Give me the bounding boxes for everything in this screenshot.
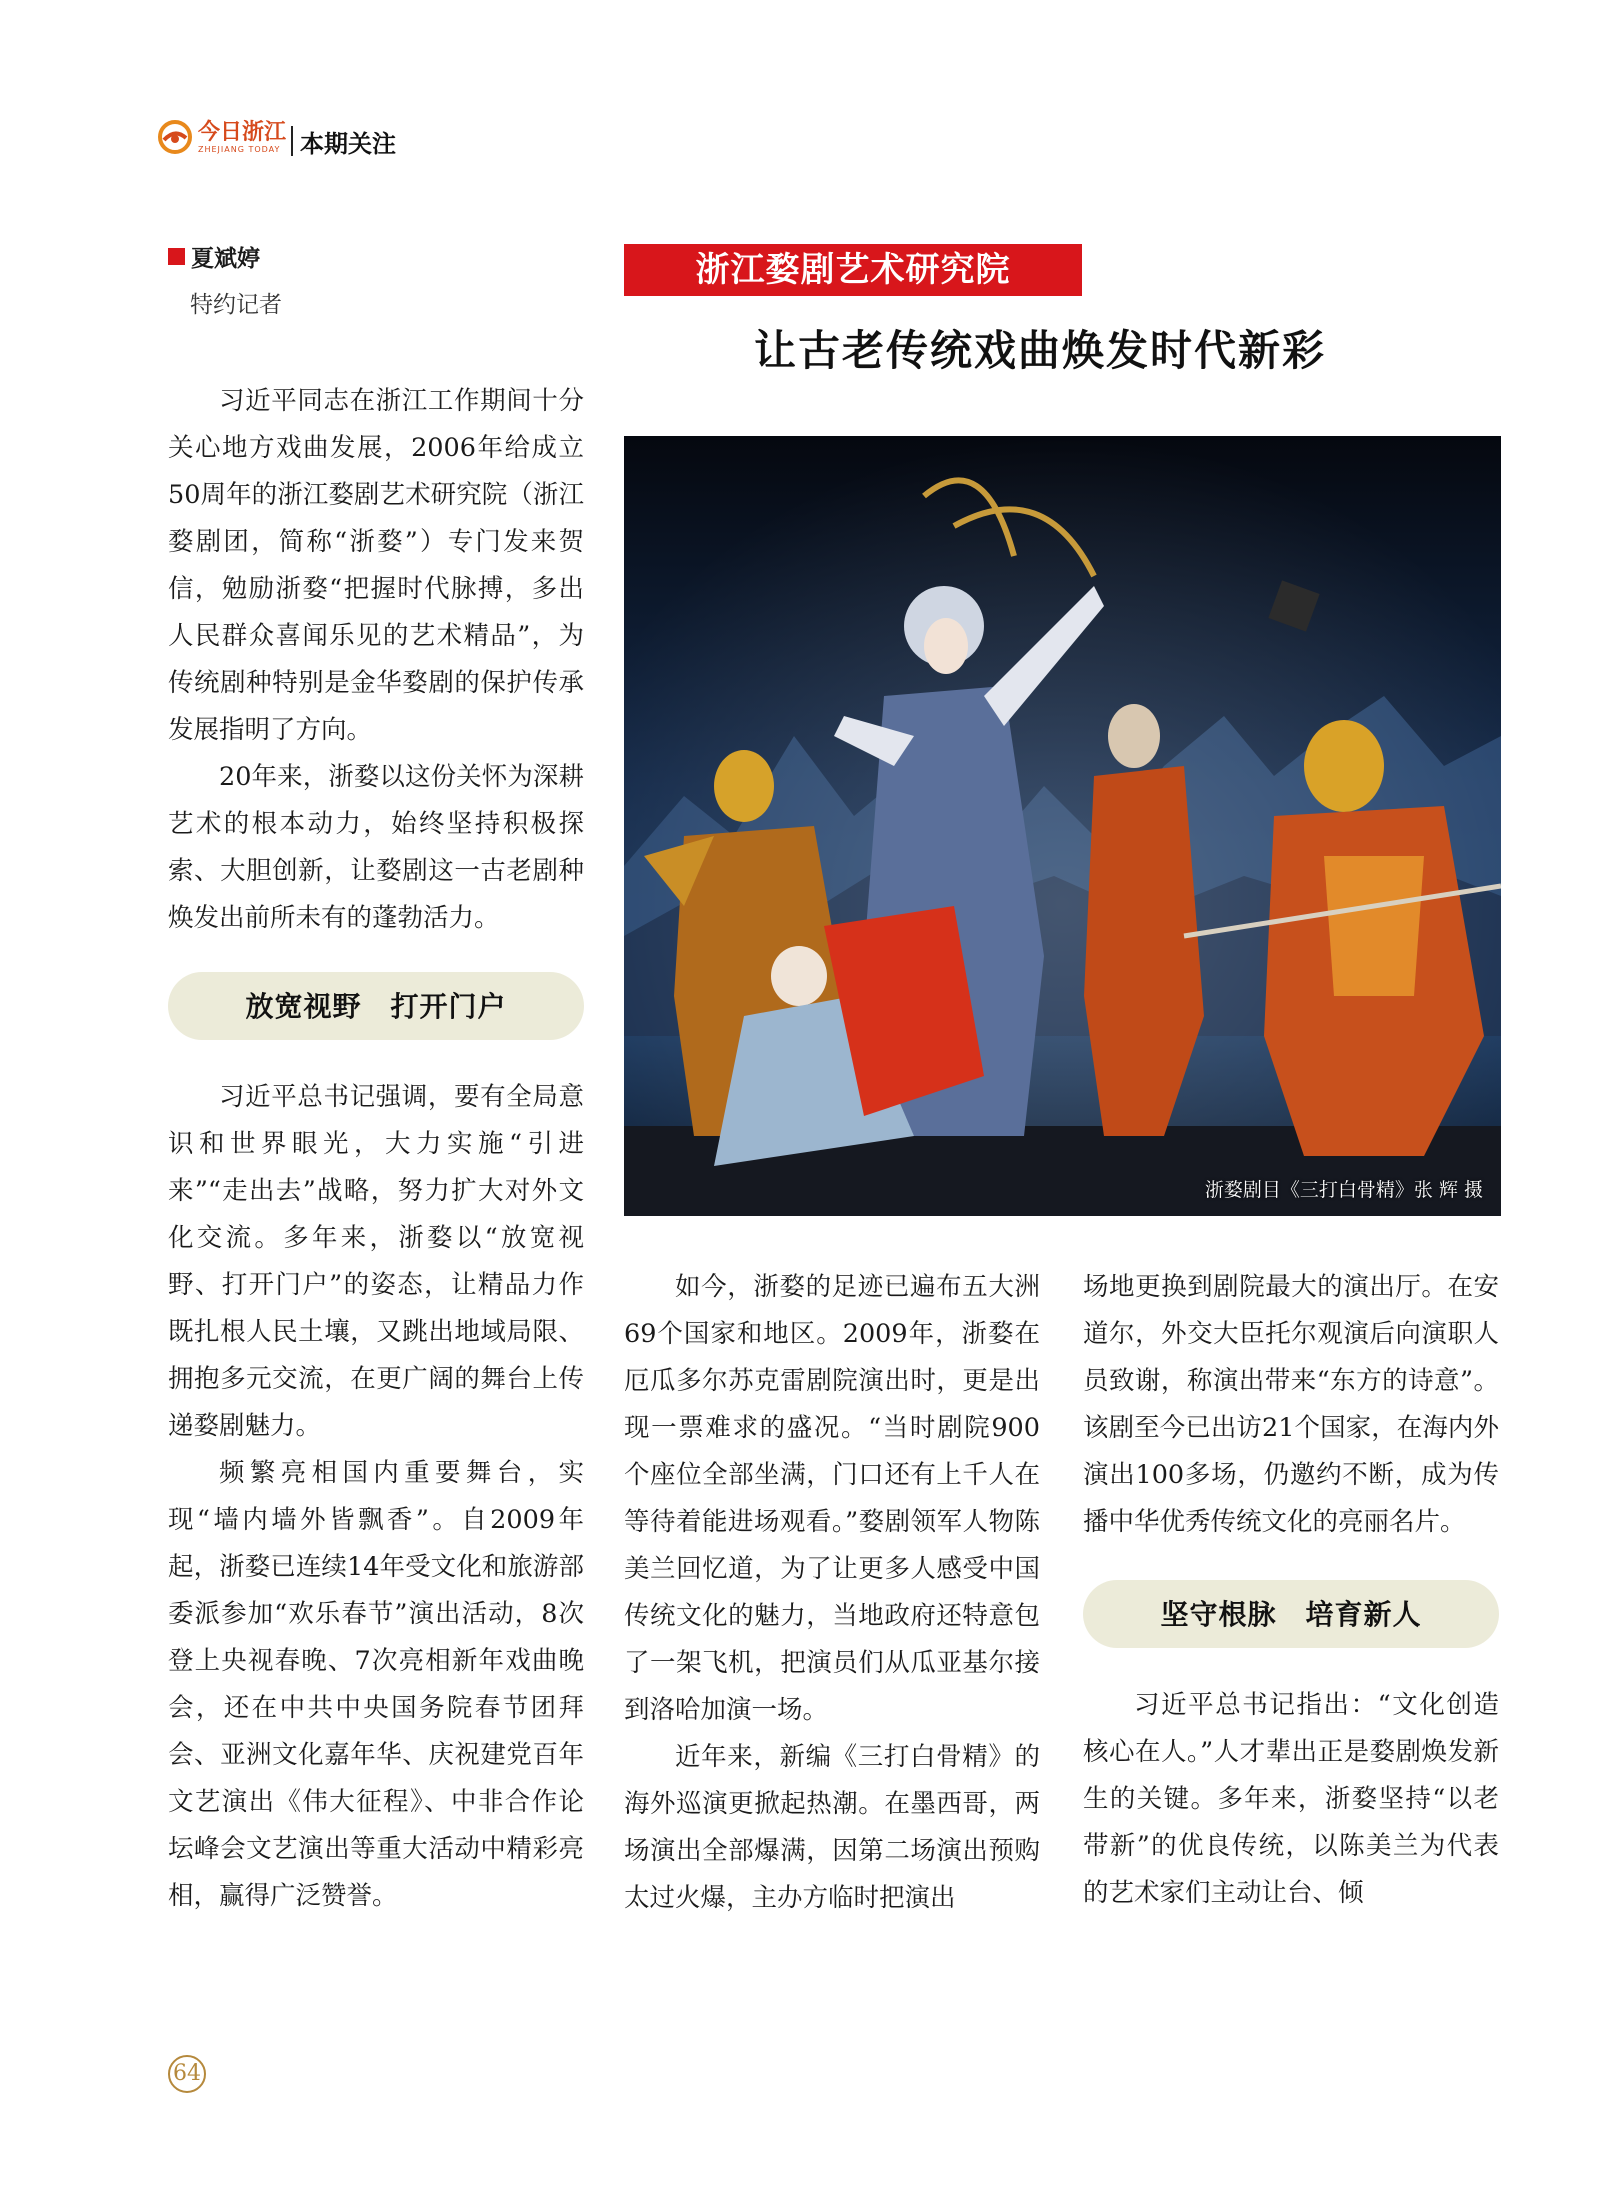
- byline: [168, 240, 260, 273]
- photo-caption: 浙婺剧目《三打白骨精》张 辉 摄: [1204, 1179, 1483, 1201]
- red-square-icon: [168, 248, 185, 265]
- magazine-logo: [158, 120, 286, 154]
- paragraph: 频繁亮相国内重要舞台，实现“墙内墙外皆飘香”。自2009年起，浙婺已连续14年受文化和旅游部委派参加“欢乐春节”演出活动，8次登上央视春晚、7次亮相新年戏曲晚会，还在中共中央国务院春节团拜会、亚洲文化嘉年华、庆祝建党百年文艺演出《伟大征程》、中非合作论坛峰会文艺演出等重大活动中精彩亮相，赢得广泛赞誉。: [168, 1458, 584, 1911]
- logo-swirl-icon: [158, 120, 192, 154]
- author-role: 特约记者: [190, 292, 282, 318]
- paragraph: 场地更换到剧院最大的演出厅。在安道尔，外交大臣托尔观演后向演职人员致谢，称演出带来“东方的诗意”。该剧至今已出访21个国家，在海内外演出100多场，仍邀约不断，成为传播中华优秀传统文化的亮丽名片。: [1083, 1272, 1499, 1537]
- column-2: [624, 1264, 1040, 1922]
- page-number: 64: [168, 2055, 206, 2093]
- paragraph: 20年来，浙婺以这份关怀为深耕艺术的根本动力，始终坚持积极探索、大胆创新，让婺剧这一古老剧种焕发出前所未有的蓬勃活力。: [168, 762, 584, 933]
- section-label: 本期关注: [300, 130, 396, 158]
- logo-text-en: ZHEJIANG TODAY: [198, 144, 281, 154]
- column-3: [1083, 1264, 1499, 1917]
- header-divider: [291, 126, 293, 156]
- paragraph: 习近平总书记强调，要有全局意识和世界眼光，大力实施“引进来”“走出去”战略，努力扩大对外文化交流。多年来，浙婺以“放宽视野、打开门户”的姿态，让精品力作既扎根人民土壤，又跳出地域局限、拥抱多元交流，在更广阔的舞台上传递婺剧魅力。: [168, 1082, 584, 1441]
- subhead-keep-roots: 坚守根脉 培育新人: [1083, 1580, 1499, 1648]
- institution-banner: 浙江婺剧艺术研究院: [624, 244, 1082, 296]
- stage-photo: [624, 436, 1501, 1216]
- logo-text-cn: 今日浙江: [198, 118, 287, 145]
- paragraph: 习近平同志在浙江工作期间十分关心地方戏曲发展，2006年给成立50周年的浙江婺剧艺术研究院（浙江婺剧团，简称“浙婺”）专门发来贺信，勉励浙婺“把握时代脉搏，多出人民群众喜闻乐见的艺术精品”，为传统剧种特别是金华婺剧的保护传承发展指明了方向。: [168, 386, 584, 745]
- paragraph: 习近平总书记指出：“文化创造核心在人。”人才辈出正是婺剧焕发新生的关键。多年来，浙婺坚持“以老带新”的优良传统，以陈美兰为代表的艺术家们主动让台、倾: [1083, 1690, 1499, 1908]
- paragraph: 近年来，新编《三打白骨精》的海外巡演更掀起热潮。在墨西哥，两场演出全部爆满，因第二场演出预购太过火爆，主办方临时把演出: [624, 1742, 1040, 1913]
- subhead-open-doors: 放宽视野 打开门户: [168, 972, 584, 1040]
- opera-scene-illustration: [624, 436, 1501, 1216]
- paragraph: 如今，浙婺的足迹已遍布五大洲69个国家和地区。2009年，浙婺在厄瓜多尔苏克雷剧院演出时，更是出现一票难求的盛况。“当时剧院900个座位全部坐满，门口还有上千人在等待着能进场观看。”婺剧领军人物陈美兰回忆道，为了让更多人感受中国传统文化的魅力，当地政府还特意包了一架飞机，把演员们从瓜亚基尔接到洛哈加演一场。: [624, 1272, 1040, 1725]
- article-headline: 让古老传统戏曲焕发时代新彩: [754, 326, 1327, 375]
- author-name: 夏斌婷: [191, 246, 260, 272]
- column-1: [168, 378, 584, 1920]
